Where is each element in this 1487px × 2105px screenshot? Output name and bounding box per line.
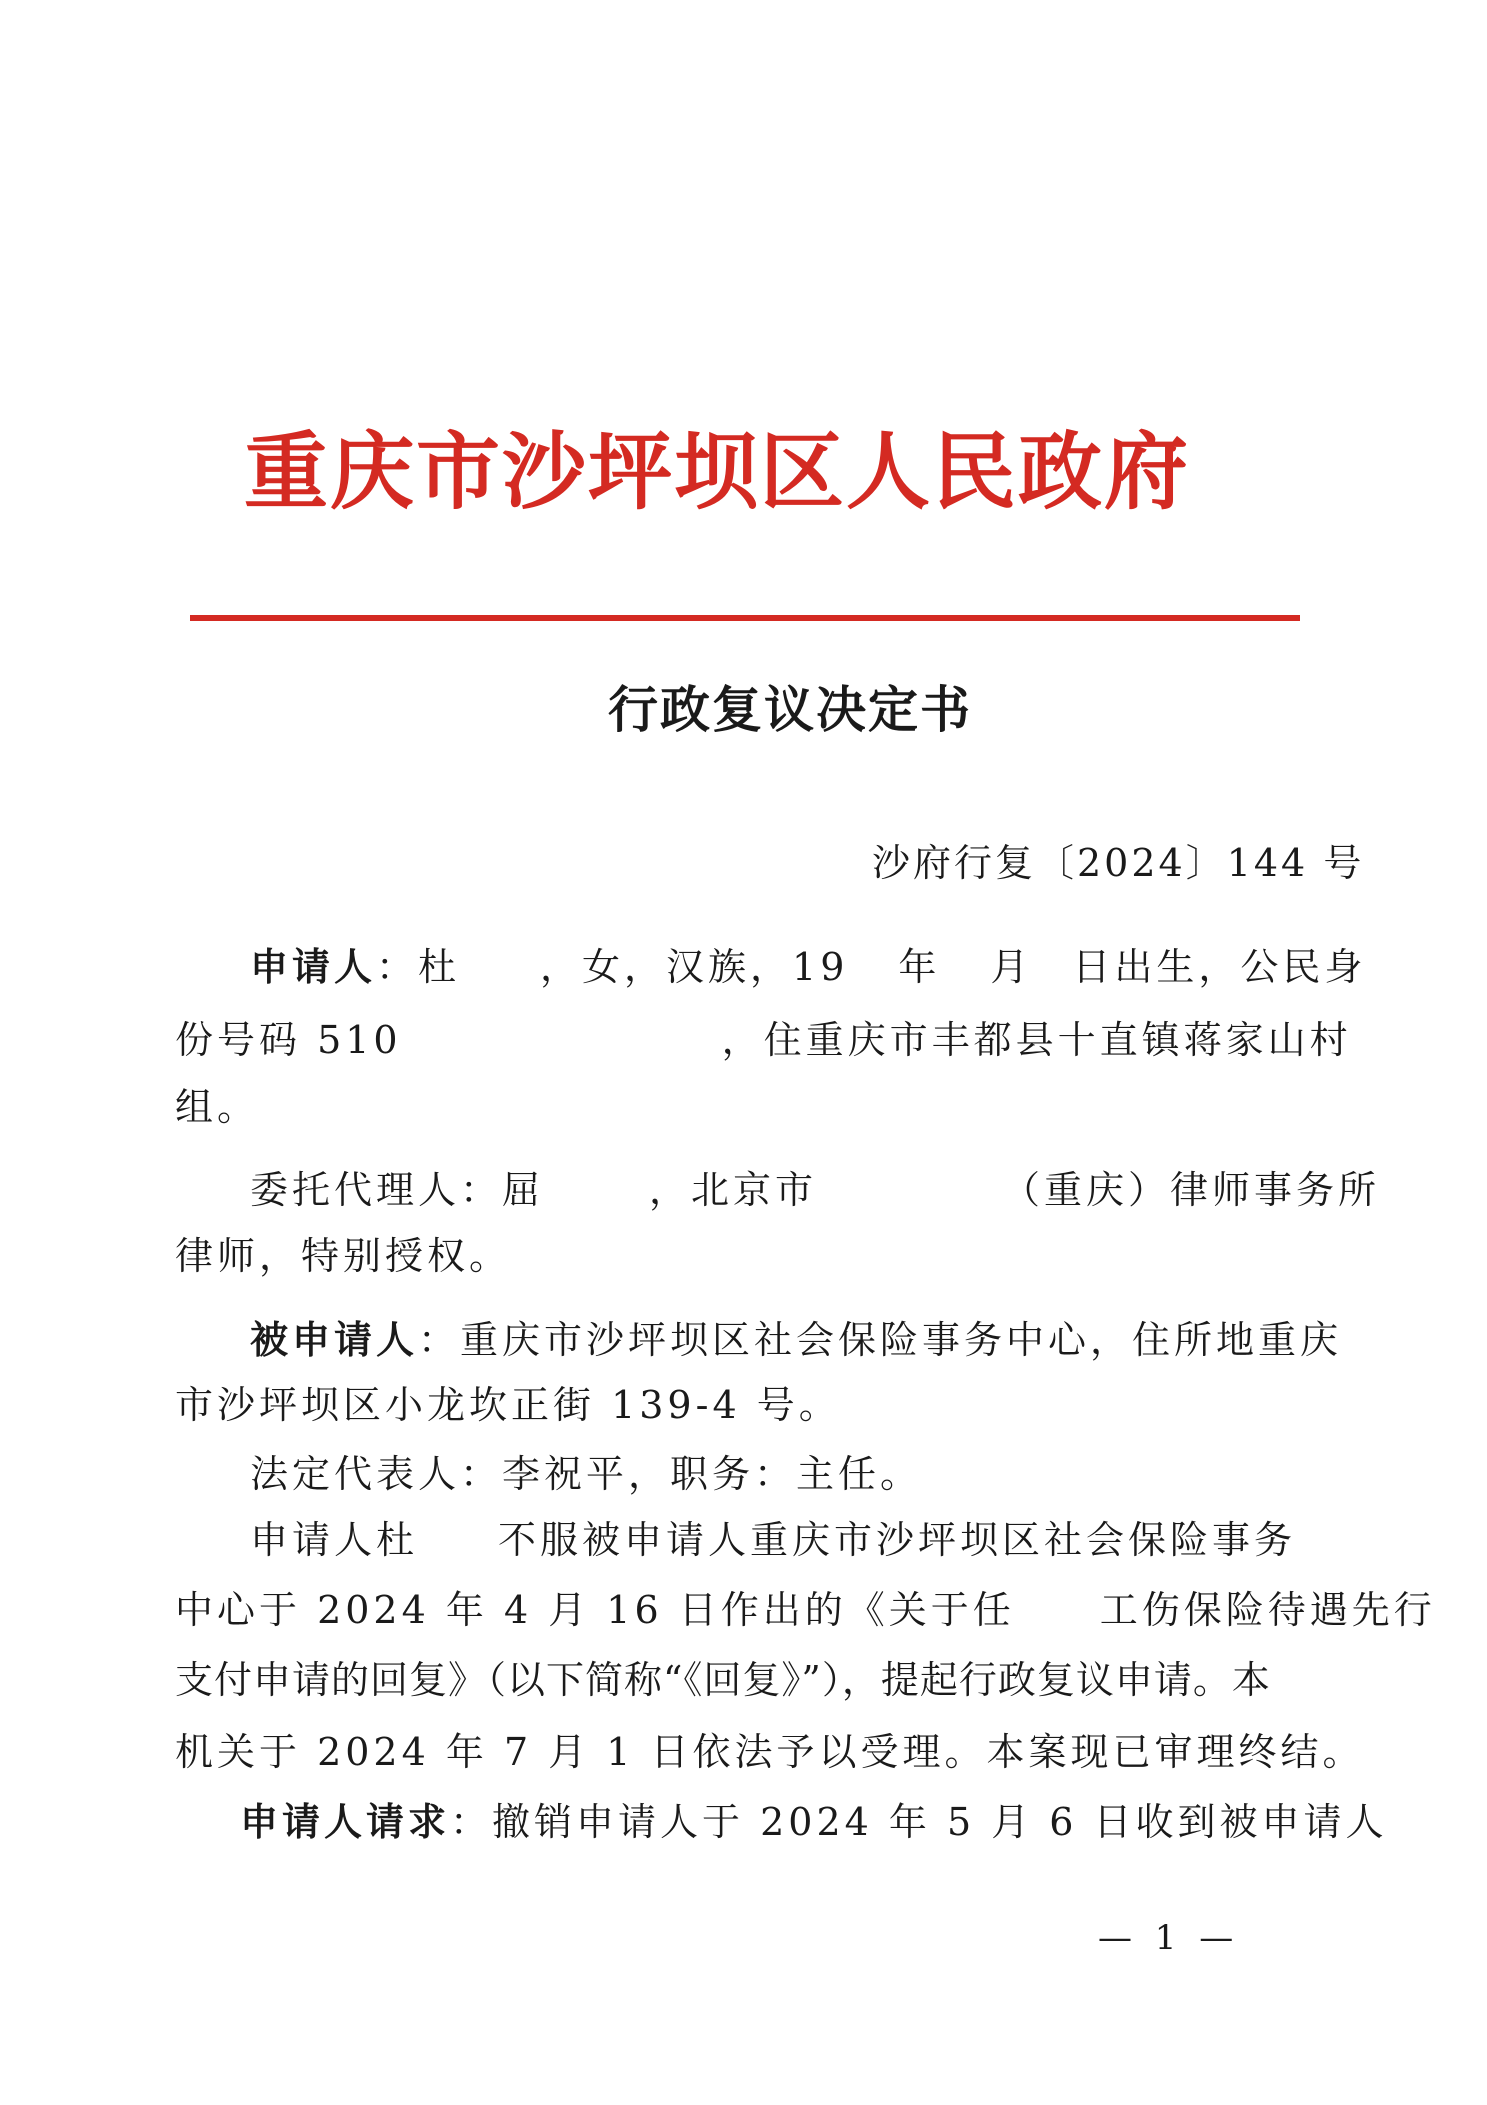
issuing-authority-masthead: 重庆市沙坪坝区人民政府	[244, 422, 1191, 521]
agent-line-1	[250, 1168, 1380, 1214]
request-text-a: ：撤销申请人于 2024 年 5 月 6 日收到被申请人	[450, 1800, 1388, 1844]
legal-representative: 法定代表人：李祝平，职务：主任。	[250, 1452, 923, 1496]
applicant-text-e: 日出生，公民身	[1072, 945, 1367, 989]
paragraph-text-c: 中心于 2024 年 4 月 16 日作出的《关于任	[175, 1588, 1015, 1632]
agent-line-2: 律师，特别授权。	[175, 1234, 512, 1278]
redaction	[544, 1174, 649, 1214]
redaction	[940, 951, 990, 991]
applicant-text-f: 份号码 510	[175, 1018, 402, 1062]
applicant-text-g: ，住重庆市丰都县十直镇蒋家山村	[721, 1018, 1352, 1062]
redaction	[418, 1524, 498, 1564]
applicant-text-a: ：杜	[376, 945, 461, 989]
request-line-1	[240, 1800, 1388, 1844]
paragraph-line-2	[175, 1588, 1436, 1634]
respondent-line-2: 市沙坪坝区小龙坎正街 139-4 号。	[175, 1383, 841, 1427]
respondent-line-1	[250, 1318, 1342, 1362]
redaction	[848, 951, 898, 991]
paragraph-text-a: 申请人杜	[250, 1518, 419, 1562]
redaction	[1015, 1594, 1100, 1634]
applicant-line-2	[175, 1018, 1352, 1064]
paragraph-text-d: 工伤保险待遇先行	[1099, 1588, 1436, 1632]
redaction	[402, 1024, 722, 1064]
applicant-line-1	[250, 945, 1366, 991]
redaction	[460, 951, 540, 991]
redaction	[817, 1174, 1002, 1214]
paragraph-text-b: 不服被申请人重庆市沙坪坝区社会保险事务	[498, 1518, 1297, 1562]
redaction	[1032, 951, 1072, 991]
paragraph-line-3: 支付申请的回复》（以下简称“《回复》”），提起行政复议申请。本	[175, 1658, 1271, 1702]
agent-text-c: （重庆）律师事务所	[1002, 1168, 1381, 1212]
red-divider-rule	[190, 615, 1300, 621]
paragraph-line-4: 机关于 2024 年 7 月 1 日依法予以受理。本案现已审理终结。	[175, 1730, 1365, 1774]
applicant-text-b: ，女，汉族，19	[540, 945, 849, 989]
applicant-line-3: 组。	[175, 1085, 260, 1129]
paragraph-line-1	[250, 1518, 1296, 1564]
applicant-label: 申请人	[250, 944, 377, 989]
document-title: 行政复议决定书	[608, 680, 972, 739]
request-label: 申请人请求	[240, 1799, 451, 1844]
applicant-text-d: 月	[990, 945, 1033, 989]
agent-text-b: ，北京市	[649, 1168, 818, 1212]
agent-text-a: 委托代理人：屈	[250, 1168, 545, 1212]
respondent-label: 被申请人	[250, 1317, 419, 1362]
applicant-text-c: 年	[898, 945, 941, 989]
page-number: — 1 —	[1098, 1918, 1240, 1958]
document-number: 沙府行复〔2024〕144 号	[872, 841, 1365, 885]
respondent-text-a: ：重庆市沙坪坝区社会保险事务中心，住所地重庆	[418, 1318, 1343, 1362]
